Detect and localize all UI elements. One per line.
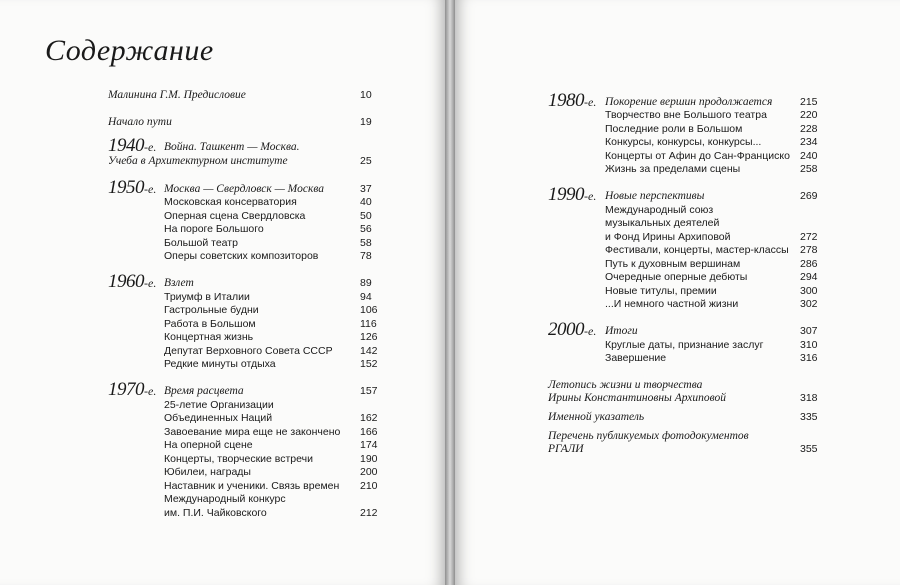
toc-subentry[interactable]: Новые титулы, премии	[605, 285, 717, 297]
toc-page-number: 166	[360, 426, 378, 438]
toc-subentry[interactable]: Завоевание мира еще не закончено	[164, 426, 341, 438]
toc-page-number: 310	[800, 339, 818, 351]
toc-page-number: 215	[800, 96, 818, 108]
toc-subentry[interactable]: Международный конкурс	[164, 493, 286, 505]
toc-page-number: 302	[800, 298, 818, 310]
toc-page-number: 212	[360, 507, 378, 519]
toc-page-number: 278	[800, 244, 818, 256]
toc-page-number: 258	[800, 163, 818, 175]
toc-entry-heading[interactable]: Москва — Свердловск — Москва	[164, 183, 324, 195]
toc-entry-chronicle[interactable]: Летопись жизни и творчества	[548, 379, 703, 391]
toc-page-number: 25	[360, 155, 372, 167]
toc-page-number: 307	[800, 325, 818, 337]
toc-subentry[interactable]: Оперы советских композиторов	[164, 250, 319, 262]
toc-page-number: 162	[360, 412, 378, 424]
toc-page-number: 152	[360, 358, 378, 370]
toc-page-number: 220	[800, 109, 818, 121]
page-title: Содержание	[45, 34, 214, 67]
toc-page-number: 355	[800, 443, 818, 455]
toc-subentry[interactable]: Оперная сцена Свердловска	[164, 210, 306, 222]
toc-page-number: 50	[360, 210, 372, 222]
decade-label-2000: 2000-е.	[548, 319, 597, 340]
toc-page-number: 210	[360, 480, 378, 492]
toc-subentry[interactable]: Круглые даты, признание заслуг	[605, 339, 764, 351]
toc-subentry[interactable]: ...И немного частной жизни	[605, 298, 739, 310]
toc-subentry[interactable]: На пороге Большого	[164, 223, 264, 235]
decade-label-1990: 1990-е.	[548, 184, 597, 205]
toc-subentry[interactable]: Жизнь за пределами сцены	[605, 163, 741, 175]
toc-entry-photo-list[interactable]: РГАЛИ	[548, 443, 584, 455]
toc-subentry[interactable]: Конкурсы, конкурсы, конкурсы...	[605, 136, 762, 148]
toc-subentry[interactable]: Юбилеи, награды	[164, 466, 251, 478]
toc-page-number: 234	[800, 136, 818, 148]
toc-subentry[interactable]: Концертная жизнь	[164, 331, 254, 343]
toc-page-number: 294	[800, 271, 818, 283]
toc-page-number: 272	[800, 231, 818, 243]
toc-page-number: 116	[360, 318, 377, 330]
toc-page-number: 89	[360, 277, 372, 289]
toc-page-number: 335	[800, 411, 818, 423]
toc-page-number: 174	[360, 439, 378, 451]
toc-entry-photo-list[interactable]: Перечень публикуемых фотодокументов	[548, 430, 749, 442]
decade-label-1960: 1960-е.	[108, 271, 157, 292]
toc-subentry[interactable]: Концерты от Афин до Сан-Франциско	[605, 150, 790, 162]
toc-subentry[interactable]: Депутат Верховного Совета СССР	[164, 345, 333, 357]
toc-page-number: 37	[360, 183, 372, 195]
toc-page-number: 269	[800, 190, 818, 202]
toc-entry-preface[interactable]: Малинина Г.М. Предисловие	[108, 89, 246, 101]
toc-subentry[interactable]: Триумф в Италии	[164, 291, 250, 303]
toc-subentry[interactable]: Творчество вне Большого театра	[605, 109, 767, 121]
toc-page-number: 240	[800, 150, 818, 162]
toc-subentry[interactable]: Путь к духовным вершинам	[605, 258, 741, 270]
toc-entry-chronicle[interactable]: Ирины Константиновны Архиповой	[548, 392, 726, 404]
toc-page-number: 94	[360, 291, 372, 303]
toc-subentry[interactable]: 25-летие Организации	[164, 399, 274, 411]
toc-page-number: 10	[360, 89, 372, 101]
toc-page-number: 19	[360, 116, 372, 128]
toc-entry-heading[interactable]: Учеба в Архитектурном институте	[108, 155, 288, 167]
book-gutter	[445, 0, 455, 585]
toc-subentry[interactable]: Завершение	[605, 352, 667, 364]
decade-label-1980: 1980-е.	[548, 90, 597, 111]
toc-entry-beginning[interactable]: Начало пути	[108, 116, 172, 128]
toc-page-number: 157	[360, 385, 378, 397]
toc-page-number: 228	[800, 123, 818, 135]
toc-page-number: 300	[800, 285, 818, 297]
toc-page-number: 200	[360, 466, 378, 478]
toc-subentry[interactable]: Редкие минуты отдыха	[164, 358, 276, 370]
toc-subentry[interactable]: Фестивали, концерты, мастер-классы	[605, 244, 789, 256]
toc-page-number: 286	[800, 258, 818, 270]
right-page	[455, 0, 900, 585]
toc-page-number: 78	[360, 250, 372, 262]
toc-subentry[interactable]: Объединенных Наций	[164, 412, 273, 424]
toc-entry-heading[interactable]: Война. Ташкент — Москва.	[164, 141, 300, 153]
toc-subentry[interactable]: Гастрольные будни	[164, 304, 259, 316]
toc-entry-heading[interactable]: Новые перспективы	[605, 190, 705, 202]
toc-page-number: 126	[360, 331, 378, 343]
toc-page-number: 56	[360, 223, 372, 235]
toc-page-number: 40	[360, 196, 372, 208]
toc-page-number: 106	[360, 304, 378, 316]
toc-subentry[interactable]: Наставник и ученики. Связь времен	[164, 480, 340, 492]
decade-label-1940: 1940-е.	[108, 135, 157, 156]
toc-subentry[interactable]: Очередные оперные дебюты	[605, 271, 748, 283]
toc-entry-heading[interactable]: Покорение вершин продолжается	[605, 96, 773, 108]
toc-subentry[interactable]: Международный союз	[605, 204, 714, 216]
toc-subentry[interactable]: музыкальных деятелей	[605, 217, 720, 229]
toc-subentry[interactable]: Последние роли в Большом	[605, 123, 743, 135]
toc-subentry[interactable]: и Фонд Ирины Архиповой	[605, 231, 731, 243]
toc-page-number: 58	[360, 237, 372, 249]
toc-page-number: 142	[360, 345, 378, 357]
toc-entry-heading[interactable]: Итоги	[605, 325, 638, 337]
toc-entry-name-index[interactable]: Именной указатель	[548, 411, 645, 423]
decade-label-1950: 1950-е.	[108, 177, 157, 198]
toc-subentry[interactable]: На оперной сцене	[164, 439, 253, 451]
toc-subentry[interactable]: Работа в Большом	[164, 318, 256, 330]
toc-entry-heading[interactable]: Время расцвета	[164, 385, 244, 397]
left-page	[0, 0, 445, 585]
toc-subentry[interactable]: Московская консерватория	[164, 196, 297, 208]
toc-subentry[interactable]: Большой театр	[164, 237, 238, 249]
toc-page-number: 316	[800, 352, 818, 364]
toc-entry-heading[interactable]: Взлет	[164, 277, 194, 289]
toc-page-number: 318	[800, 392, 818, 404]
toc-subentry[interactable]: им. П.И. Чайковского	[164, 507, 267, 519]
toc-page-number: 190	[360, 453, 378, 465]
toc-subentry[interactable]: Концерты, творческие встречи	[164, 453, 313, 465]
decade-label-1970: 1970-е.	[108, 379, 157, 400]
